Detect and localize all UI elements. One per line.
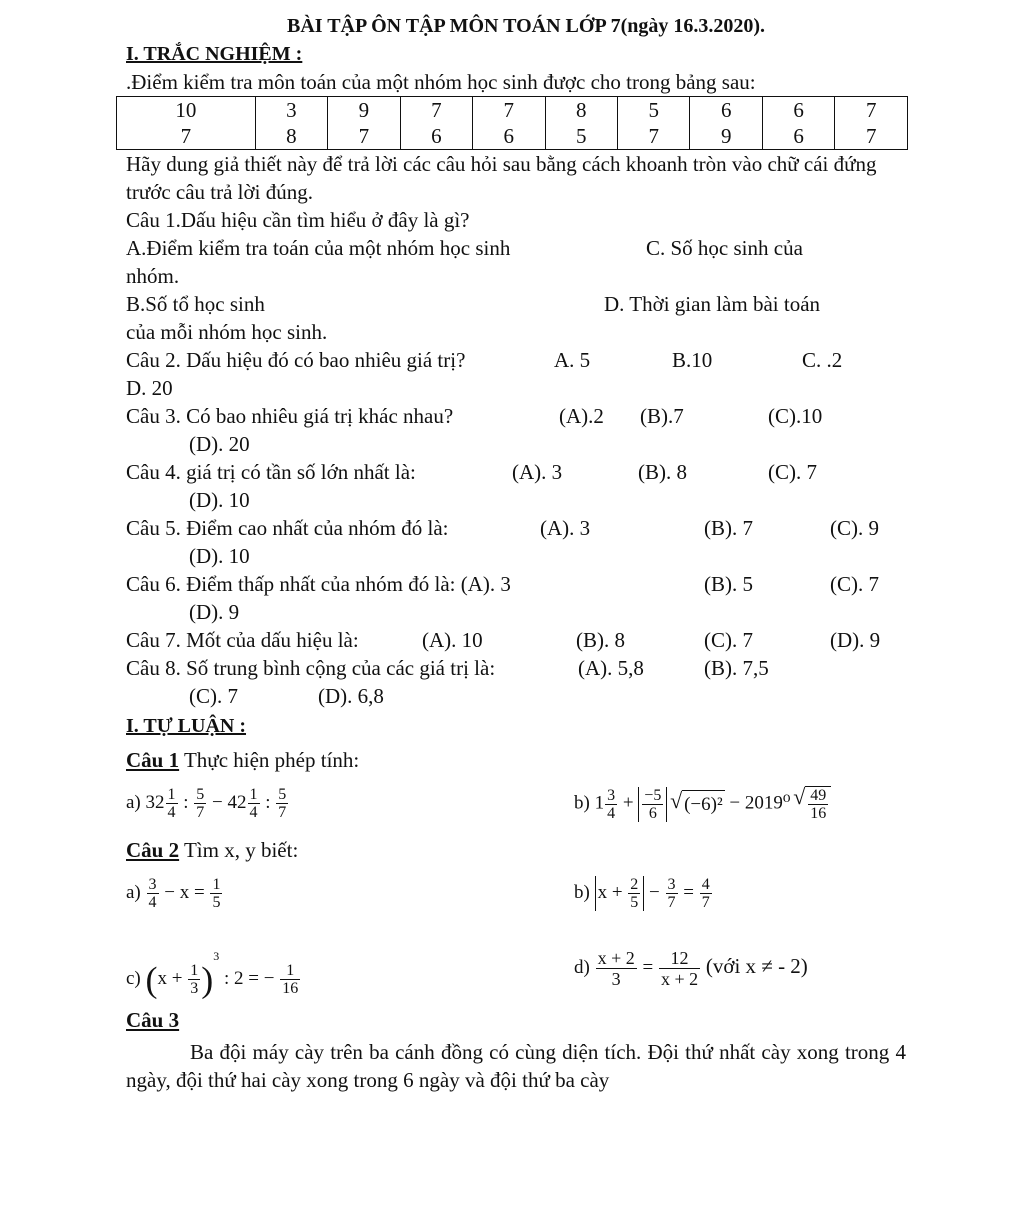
fraction: $\frac{1}{3}$ <box>190 962 199 998</box>
score-table <box>116 96 908 150</box>
question-text: Tìm x, y biết: <box>179 838 299 862</box>
operator: + <box>622 792 634 814</box>
option-c: (C). 9 <box>830 516 879 540</box>
part-label: b) <box>574 792 590 814</box>
question-8 <box>126 654 906 682</box>
option-b: (B).7 <box>640 404 684 428</box>
option-d: (D). 9 <box>830 628 881 652</box>
operator: − x = <box>164 881 205 903</box>
expression-row-1 <box>126 782 906 836</box>
whole-number: 1 <box>594 792 605 814</box>
fraction: $\frac{1}{5}$ <box>212 876 221 911</box>
absolute-value: $\frac{-5}{6}$ <box>638 787 667 822</box>
fraction: $\frac{1}{4}$ <box>249 786 258 821</box>
question-1-options-ac <box>126 234 906 262</box>
section-heading-essay: I. TỰ LUẬN : <box>126 715 247 737</box>
fraction: $\frac{5}{7}$ <box>278 786 287 821</box>
essay-question-3 <box>126 1006 906 1034</box>
instruction-text: Hãy dung giả thiết này để trả lời các câu hỏi sau bằng cách khoanh tròn vào chữ cái đứng trước câu trả lời đúng. <box>126 152 877 204</box>
question-text: Thực hiện phép tính: <box>179 748 360 772</box>
part-label: a) <box>126 791 141 813</box>
option-b: (B). 5 <box>704 572 753 596</box>
intro-text: .Điểm kiểm tra môn toán của một nhóm học sinh được cho trong bảng sau: <box>126 70 756 94</box>
expression-2b <box>574 876 713 911</box>
square-root: √ (−6)² <box>682 790 725 819</box>
table-cell: 7 <box>473 97 545 124</box>
table-cell: 9 <box>328 97 400 124</box>
option-a: A.Điểm kiểm tra toán của một nhóm học sinh <box>126 236 511 260</box>
table-cell: 6 <box>762 97 834 124</box>
option-c: (C). 7 <box>189 684 238 708</box>
condition-note: (với x ≠ - 2) <box>705 953 808 978</box>
table-cell: 8 <box>255 123 327 150</box>
fraction: $\frac{5}{7}$ <box>196 786 205 821</box>
option-b: B.10 <box>672 348 713 372</box>
question-text: Câu 8. Số trung bình cộng của các giá trị là: <box>126 656 496 680</box>
option-b: (B). 7,5 <box>704 656 769 680</box>
option-d: D. 20 <box>126 376 173 400</box>
option-b: (B). 8 <box>576 628 625 652</box>
expression-2a <box>126 876 223 911</box>
table-cell: 5 <box>545 123 617 150</box>
table-cell: 8 <box>545 97 617 124</box>
table-row <box>117 97 908 124</box>
essay-question-1 <box>126 746 906 774</box>
whole-number: 32 <box>145 791 165 813</box>
option-a: (A). 5,8 <box>578 656 644 680</box>
question-7 <box>126 626 906 654</box>
exponent: 3 <box>213 949 220 963</box>
part-label: b) <box>574 881 590 903</box>
question-text: Câu 3. Có bao nhiêu giá trị khác nhau? <box>126 404 454 428</box>
question-3-text: Ba đội máy cày trên ba cánh đồng có cùng diện tích. Đội thứ nhất cày xong trong 4 ngày, đội thứ hai cày xong trong 6 ngày và đội thứ ba cày <box>126 1040 906 1092</box>
question-3 <box>126 402 906 430</box>
operator: : <box>265 791 271 813</box>
table-cell: 7 <box>835 97 908 124</box>
expression-row-2 <box>126 874 906 928</box>
table-cell: 10 <box>117 97 256 124</box>
operator: = <box>683 881 694 903</box>
option-d: (D). 6,8 <box>318 684 384 708</box>
table-cell: 6 <box>400 123 472 150</box>
expression-1a <box>126 786 289 821</box>
option-d: (D). 10 <box>189 488 250 512</box>
page-title: BÀI TẬP ÔN TẬP MÔN TOÁN LỚP 7(ngày 16.3.2020). <box>286 15 766 37</box>
essay-question-2 <box>126 836 906 864</box>
absolute-value: x + $\frac{2}{5}$ <box>595 876 645 911</box>
expression-1b <box>574 786 831 822</box>
question-1: Câu 1.Dấu hiệu cần tìm hiểu ở đây là gì? <box>126 208 470 232</box>
variable: x + <box>157 968 183 989</box>
question-5 <box>126 514 906 542</box>
table-cell: 9 <box>690 123 762 150</box>
option-c: (C). 7 <box>704 628 753 652</box>
question-text: Câu 7. Mốt của dấu hiệu là: <box>126 628 359 652</box>
fraction: $\frac{1}{16}$ <box>282 962 299 998</box>
option-d: (D). 20 <box>189 432 250 456</box>
option-c: (C). 7 <box>768 460 817 484</box>
option-a: (A). 10 <box>422 628 483 652</box>
table-cell: 5 <box>618 97 690 124</box>
operator: − 2019⁰ <box>729 792 791 814</box>
question-text: Câu 5. Điểm cao nhất của nhóm đó là: <box>126 516 449 540</box>
table-cell: 7 <box>117 123 256 150</box>
option-c: C. .2 <box>802 348 843 372</box>
question-text: Câu 2. Dấu hiệu đó có bao nhiêu giá trị? <box>126 348 466 372</box>
table-cell: 3 <box>255 97 327 124</box>
question-label: Câu 2 <box>126 838 180 862</box>
table-row <box>117 123 908 150</box>
option-a: (A). 3 <box>540 516 591 540</box>
document-page <box>126 12 906 1094</box>
square-root: √ $\frac{49}{16}$ <box>805 786 831 822</box>
question-label: Câu 3 <box>126 1008 180 1032</box>
question-4 <box>126 458 906 486</box>
option-c-continued: nhóm. <box>126 264 180 288</box>
option-a: (A). 3 <box>512 460 563 484</box>
expression-2d <box>574 948 808 989</box>
question-label: Câu 1 <box>126 748 180 772</box>
question-1-options-bd <box>126 290 906 318</box>
option-d: (D). 9 <box>189 600 240 624</box>
fraction: $\frac{3}{4}$ <box>148 876 157 911</box>
question-text: Câu 6. Điểm thấp nhất của nhóm đó là: (A). 3 <box>126 572 511 596</box>
option-d: (D). 10 <box>189 544 250 568</box>
option-b: (B). 8 <box>638 460 687 484</box>
table-cell: 6 <box>762 123 834 150</box>
option-d-continued: của mỗi nhóm học sinh. <box>126 320 328 344</box>
expression-2c: c) (x + $\frac{1}{3}$ )$^3$ : 2 = − $\frac{1}{16}$ <box>126 949 299 1000</box>
part-label: c) <box>126 968 141 989</box>
option-b: B.Số tổ học sinh <box>126 292 265 316</box>
fraction: $\frac{3}{7}$ <box>667 876 676 911</box>
fraction: $\frac{3}{4}$ <box>607 786 616 822</box>
table-cell: 6 <box>690 97 762 124</box>
fraction: $\frac{4}{7}$ <box>701 876 710 911</box>
operator: : <box>183 791 189 813</box>
option-c: (C).10 <box>768 404 823 428</box>
question-text: Câu 4. giá trị có tần số lớn nhất là: <box>126 460 416 484</box>
table-cell: 6 <box>473 123 545 150</box>
option-a: (A).2 <box>559 404 604 428</box>
operator: − <box>212 791 223 813</box>
fraction: $\frac{1}{4}$ <box>167 786 176 821</box>
part-label: d) <box>574 956 590 978</box>
option-c: (C). 7 <box>830 572 879 596</box>
option-b: (B). 7 <box>704 516 753 540</box>
section-heading-multiple-choice: I. TRẮC NGHIỆM : <box>126 43 303 65</box>
option-a: A. 5 <box>554 348 591 372</box>
operator: : 2 = − <box>223 968 275 989</box>
question-6 <box>126 570 906 598</box>
operator: = <box>642 956 654 978</box>
table-cell: 7 <box>328 123 400 150</box>
table-cell: 7 <box>400 97 472 124</box>
option-d: D. Thời gian làm bài toán <box>604 292 821 316</box>
fraction: $\frac{x + 2}{3}$ <box>597 948 635 989</box>
operator: − <box>649 881 660 903</box>
whole-number: 42 <box>227 791 247 813</box>
part-label: a) <box>126 881 141 903</box>
fraction: $\frac{12}{x + 2}$ <box>660 948 699 989</box>
question-2 <box>126 346 906 374</box>
option-c: C. Số học sinh của <box>646 236 803 260</box>
table-cell: 7 <box>618 123 690 150</box>
expression-row-3 <box>126 942 906 998</box>
table-cell: 7 <box>835 123 908 150</box>
question-8-options-cd <box>126 682 906 710</box>
